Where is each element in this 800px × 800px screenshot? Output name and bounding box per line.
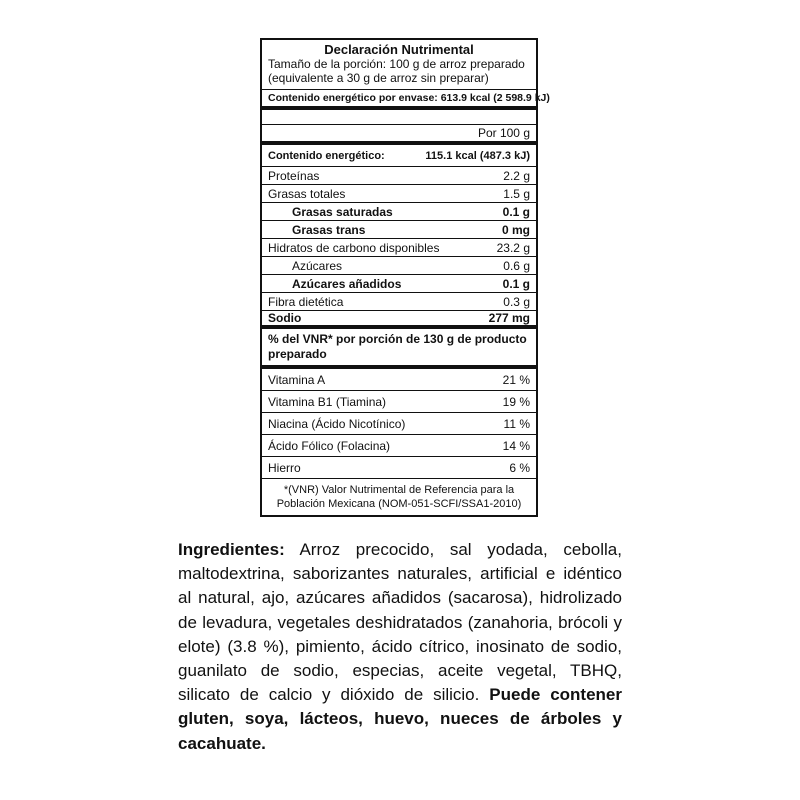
vitamin-value: 14 % — [502, 438, 530, 453]
vitamin-value: 11 % — [503, 416, 530, 431]
nutrient-value: 0.6 g — [503, 258, 530, 273]
nutrient-value: 0.1 g — [502, 204, 530, 219]
nutrient-value: 277 mg — [488, 311, 530, 325]
nutrient-row-sodium — [262, 311, 536, 329]
vitamin-name: Niacina (Ácido Nicotínico) — [268, 416, 406, 431]
nutrient-row-saturated-fat — [262, 203, 536, 221]
nutrient-name: Fibra dietética — [268, 294, 344, 309]
per-unit-row — [262, 125, 536, 145]
nutrient-row-proteins — [262, 167, 536, 185]
nutrient-name: Grasas saturadas — [292, 204, 393, 219]
vnr-footnote — [262, 479, 536, 515]
serving-equivalent-line: (equivalente a 30 g de arroz sin preparar) — [268, 71, 489, 85]
vitamin-row-a — [262, 369, 536, 391]
vitamin-name: Vitamina A — [268, 372, 326, 387]
nutrient-value: 0.3 g — [503, 294, 530, 309]
label-title: Declaración Nutrimental — [324, 42, 474, 57]
ingredients-text — [178, 538, 622, 756]
vitamin-row-iron — [262, 457, 536, 479]
nutrient-value: 1.5 g — [503, 186, 530, 201]
vitamin-value: 21 % — [502, 372, 530, 387]
nutrient-name: Grasas trans — [292, 222, 366, 237]
nutrient-value: 23.2 g — [496, 240, 530, 255]
nutrient-value: 0 mg — [501, 222, 530, 237]
nutrient-row-trans-fat — [262, 221, 536, 239]
allergen-warning: Puede contener gluten, soya, lácteos, huevo, nueces de árboles y cacahuate. — [178, 685, 622, 753]
nutrient-name: Grasas totales — [268, 186, 346, 201]
nutrient-name: Hidratos de carbono disponibles — [268, 240, 440, 255]
nutrient-row-fiber — [262, 293, 536, 311]
energy-value: 115.1 kcal (487.3 kJ) — [425, 149, 530, 162]
nutrient-value: 0.1 g — [502, 276, 530, 291]
nutrient-value: 2.2 g — [503, 168, 530, 183]
vnr-header: % del VNR* por porción de 130 g de producto preparado — [262, 329, 536, 369]
label-header — [262, 40, 536, 90]
energy-label: Contenido energético: — [268, 149, 385, 162]
vitamin-value: 19 % — [502, 394, 530, 409]
nutrient-name: Azúcares — [292, 258, 343, 273]
energy-per-package: Contenido energético por envase: 613.9 kcal (2 598.9 kJ) — [262, 90, 536, 110]
vitamin-row-folic-acid — [262, 435, 536, 457]
ingredients-body: Arroz precocido, sal yodada, cebolla, maltodextrina, saborizantes naturales, artificial e idéntico al natural, ajo, azúcares añadidos (sacarosa), hidrolizado de levadura, vegetales deshidratados (zanahoria, brócoli y elote) (3.8 %), pimiento, ácido cítrico, inosinato de sodio, guanilato de sodio, especias, aceite vegetal, TBHQ, silicato de calcio y dióxido de silicio. — [178, 540, 622, 705]
vitamin-name: Hierro — [268, 460, 301, 475]
nutrient-name: Azúcares añadidos — [292, 276, 402, 291]
per-unit-label: Por 100 g — [477, 126, 530, 140]
footnote-line: *(VNR) Valor Nutrimental de Referencia para la — [283, 484, 515, 496]
nutrient-name: Proteínas — [268, 168, 320, 183]
vitamin-row-niacin — [262, 413, 536, 435]
nutrient-row-total-fat — [262, 185, 536, 203]
ingredients-heading: Ingredientes: — [178, 540, 285, 559]
nutrition-facts-label — [260, 38, 550, 517]
vitamin-name: Ácido Fólico (Folacina) — [268, 438, 391, 453]
serving-size-line: Tamaño de la porción: 100 g de arroz preparado — [268, 57, 525, 71]
vitamin-name: Vitamina B1 (Tiamina) — [268, 394, 387, 409]
vitamin-value: 6 % — [509, 460, 530, 475]
nutrient-row-sugars — [262, 257, 536, 275]
energy-row — [262, 145, 536, 167]
nutrient-name: Sodio — [268, 311, 302, 325]
nutrient-row-carbohydrates — [262, 239, 536, 257]
blank-row — [262, 110, 536, 125]
vitamin-row-b1 — [262, 391, 536, 413]
nutrient-row-added-sugars — [262, 275, 536, 293]
footnote-line: Población Mexicana (NOM-051-SCFI/SSA1-2010) — [276, 498, 522, 510]
